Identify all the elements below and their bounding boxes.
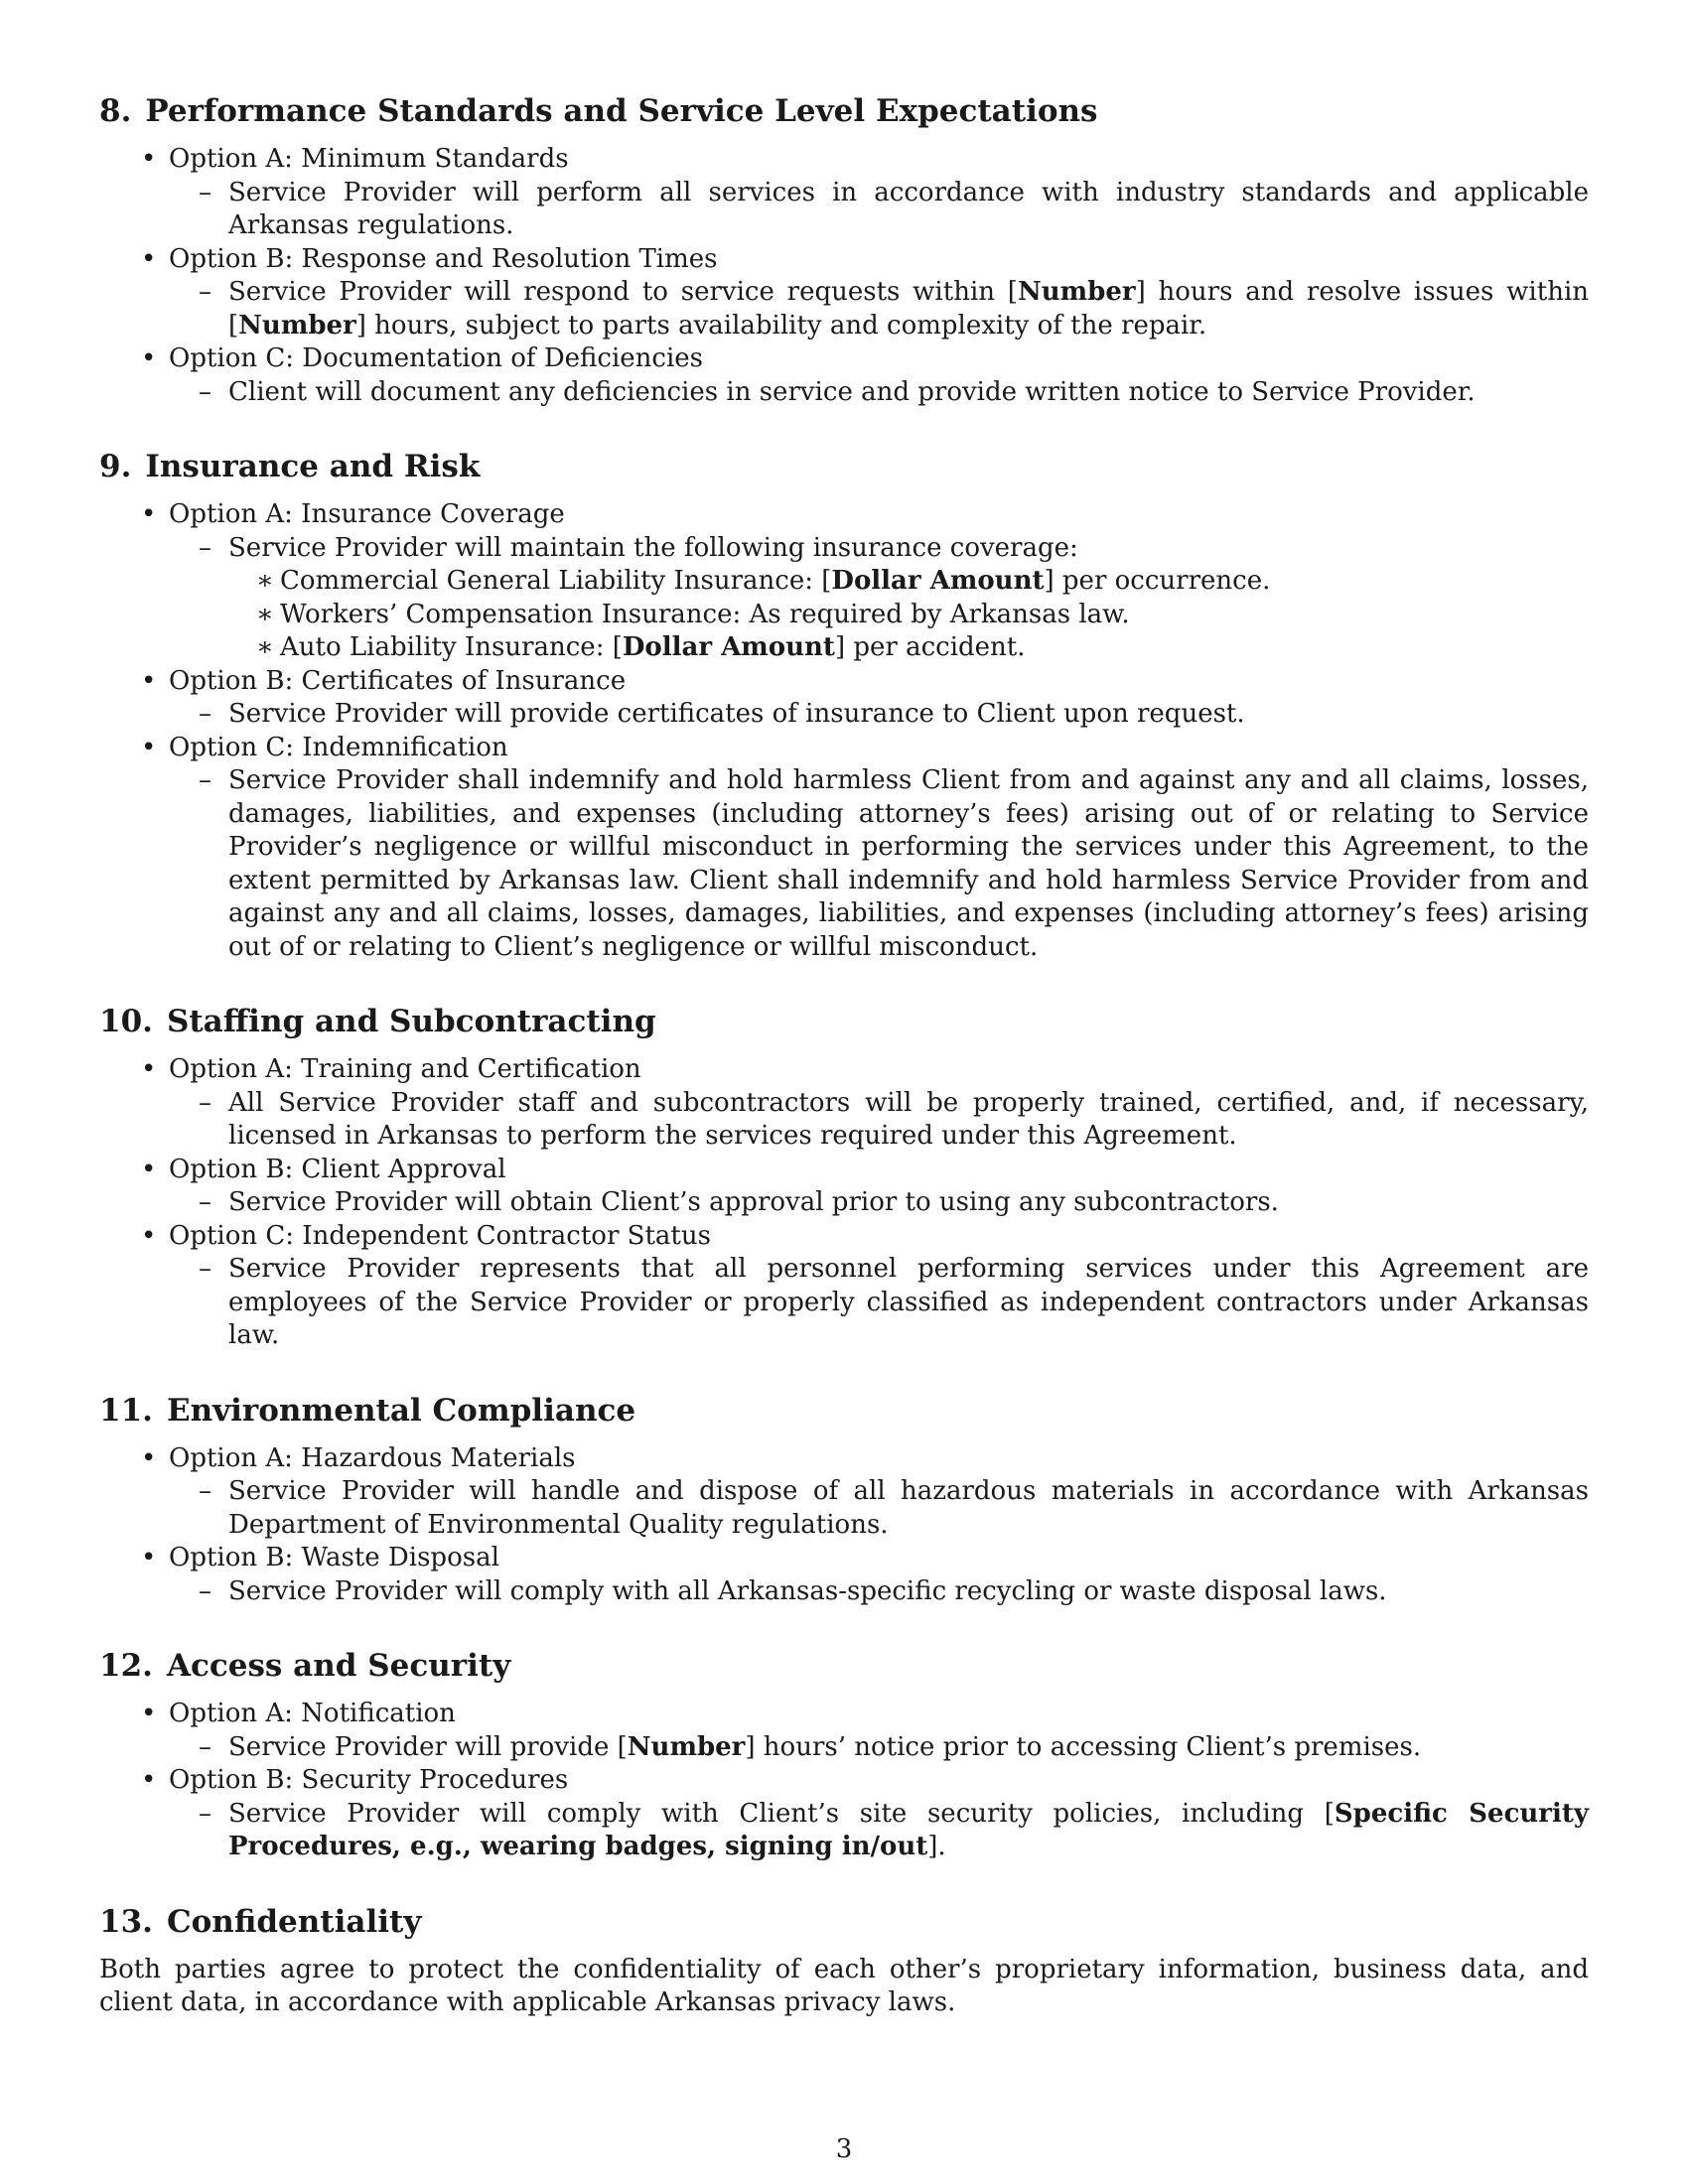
option-item (99, 498, 1589, 665)
option-label: Option A: Minimum Standards (169, 144, 569, 174)
text-run: Service Provider will respond to service requests within [ (228, 277, 1018, 307)
text-run: Service Provider shall indemnify and hold harmless Client from and against any and all claims, losses, damages, liabilities, and expenses (including attorney’s fees) arising out of or relating to Service Provider’s negligence or willful misconduct in performing the services under this Agreement, to the extent permitted by Arkansas law. Client shall indemnify and hold harmless Service Provider from and against any and all claims, losses, damages, liabilities, and expenses (including attorney’s fees) arising out of or relating to Client’s negligence or willful misconduct. (228, 765, 1589, 962)
section (99, 1902, 1589, 2020)
option-label: Option A: Training and Certification (169, 1054, 641, 1084)
option-item (99, 143, 1589, 243)
option-label: Option C: Indemnification (169, 732, 508, 762)
option-label: Option A: Insurance Coverage (169, 499, 565, 529)
option-details (169, 177, 1589, 243)
option-details (169, 1186, 1589, 1220)
options-list (99, 1053, 1589, 1353)
option-item (99, 243, 1589, 343)
option-details (169, 1798, 1589, 1864)
clause-text (169, 1087, 1589, 1154)
section-number: 13. (99, 1903, 153, 1940)
section-title: Insurance and Risk (145, 449, 481, 484)
text-run: Service Provider will provide certificates of insurance to Client upon request. (228, 699, 1245, 729)
clause-text (169, 276, 1589, 342)
text-run: Service Provider will handle and dispose of all hazardous materials in accordance with Arkansas Department of Environmental Quality regulations. (228, 1476, 1589, 1540)
option-item (99, 1764, 1589, 1864)
placeholder-field: Number (627, 1731, 746, 1762)
section-paragraph: Both parties agree to protect the confidentiality of each other’s proprietary information, business data, and client data, in accordance with applicable Arkansas privacy laws. (99, 1954, 1589, 2017)
clause-text (169, 1798, 1589, 1864)
option-item (99, 665, 1589, 732)
coverage-item (228, 599, 1589, 632)
option-details (169, 1475, 1589, 1542)
section-title: Confidentiality (166, 1903, 422, 1940)
option-label: Option B: Client Approval (169, 1154, 506, 1184)
clause-text (169, 1475, 1589, 1542)
section-number: 10. (99, 1004, 153, 1039)
text-run: ] hours and resolve issues within [ (228, 277, 1589, 341)
option-details (169, 1253, 1589, 1353)
clause-text (169, 177, 1589, 243)
placeholder-field: Dollar Amount (622, 632, 835, 662)
section (99, 447, 1589, 964)
clause-text (169, 698, 1589, 732)
text-run: ] hours, subject to parts availability and complexity of the repair. (355, 310, 1207, 341)
section-heading (99, 1391, 1589, 1431)
section-number: 8. (99, 93, 132, 129)
text-run: ]. (927, 1832, 946, 1861)
option-details (169, 532, 1589, 665)
clause-text (169, 764, 1589, 964)
clause-text (169, 1731, 1589, 1765)
section-number: 11. (99, 1392, 153, 1429)
text-run: Service Provider will obtain Client’s approval prior to using any subcontractors. (228, 1187, 1279, 1217)
text-run: Service Provider will perform all services in accordance with industry standards and applicable Arkansas regulations. (228, 177, 1589, 240)
option-item (99, 1053, 1589, 1154)
text-run: Service Provider will provide [ (228, 1731, 628, 1762)
options-list (99, 1442, 1589, 1609)
section (99, 91, 1589, 409)
page-number: 3 (835, 2134, 853, 2164)
text-run: Service Provider will maintain the following insurance coverage: (228, 532, 1078, 563)
text-run: All Service Provider staff and subcontractors will be properly trained, certified, and, if necessary, licensed in Arkansas to perform the services required under this Agreement. (228, 1087, 1589, 1151)
section (99, 1391, 1589, 1609)
option-item (99, 732, 1589, 965)
section-title: Performance Standards and Service Level Expectations (145, 93, 1098, 129)
text-run: Workers’ Compensation Insurance: As required by Arkansas law. (280, 599, 1130, 629)
option-label: Option B: Security Procedures (169, 1765, 569, 1795)
placeholder-field: Number (1017, 277, 1136, 307)
option-label: Option B: Response and Resolution Times (169, 243, 718, 274)
clause-text (169, 1253, 1589, 1353)
clause-text (169, 1575, 1589, 1609)
section-number: 9. (99, 449, 132, 484)
coverage-list (228, 565, 1589, 665)
section-title: Environmental Compliance (166, 1392, 636, 1429)
text-run: Service Provider will comply with Client’s site security policies, including [ (228, 1798, 1335, 1829)
text-run: ] per occurrence. (1044, 566, 1271, 596)
option-details (169, 376, 1589, 410)
section (99, 1002, 1589, 1353)
section-heading (99, 1646, 1589, 1686)
option-label: Option A: Notification (169, 1699, 456, 1728)
clause-text (169, 1186, 1589, 1220)
text-run: Commercial General Liability Insurance: [ (280, 566, 832, 596)
section-title: Access and Security (166, 1648, 511, 1684)
section (99, 1646, 1589, 1864)
text-run: Client will document any deficiencies in service and provide written notice to Service Provider. (228, 376, 1476, 407)
option-item (99, 1698, 1589, 1764)
clause-text (169, 376, 1589, 410)
option-details (169, 1575, 1589, 1609)
option-item (99, 1220, 1589, 1353)
option-label: Option A: Hazardous Materials (169, 1442, 576, 1473)
option-details (169, 276, 1589, 342)
section-number: 12. (99, 1648, 153, 1684)
option-label: Option C: Documentation of Deficiencies (169, 343, 704, 373)
placeholder-field: Specific Security Procedures, e.g., wearing badges, signing in/out (228, 1798, 1589, 1861)
placeholder-field: Number (238, 310, 356, 341)
option-item (99, 1442, 1589, 1543)
option-label: Option B: Certificates of Insurance (169, 665, 627, 696)
section-heading (99, 91, 1589, 131)
text-run: Service Provider represents that all personnel performing services under this Agreement are employees of the Service Provider or properly classified as independent contractors under Arkansas law. (228, 1254, 1589, 1350)
text-run: ] hours’ notice prior to accessing Client’s premises. (745, 1731, 1422, 1762)
option-item (99, 1542, 1589, 1608)
option-details (169, 698, 1589, 732)
coverage-item (228, 631, 1589, 665)
clause-text (169, 532, 1589, 665)
section-title: Staffing and Subcontracting (166, 1004, 656, 1039)
option-item (99, 1154, 1589, 1220)
section-heading (99, 1902, 1589, 1942)
option-details (169, 1087, 1589, 1154)
text-run: ] per accident. (834, 632, 1026, 662)
option-label: Option C: Independent Contractor Status (169, 1220, 711, 1251)
options-list (99, 143, 1589, 409)
coverage-item (228, 565, 1589, 599)
option-details (169, 1731, 1589, 1765)
option-details (169, 764, 1589, 964)
section-heading (99, 447, 1589, 486)
section-heading (99, 1002, 1589, 1041)
text-run: Service Provider will comply with all Arkansas-specific recycling or waste disposal laws. (228, 1575, 1387, 1606)
options-list (99, 1698, 1589, 1864)
placeholder-field: Dollar Amount (831, 566, 1045, 596)
option-item (99, 342, 1589, 409)
option-label: Option B: Waste Disposal (169, 1543, 499, 1572)
text-run: Auto Liability Insurance: [ (280, 632, 623, 662)
options-list (99, 498, 1589, 964)
document-body (99, 91, 1589, 2058)
